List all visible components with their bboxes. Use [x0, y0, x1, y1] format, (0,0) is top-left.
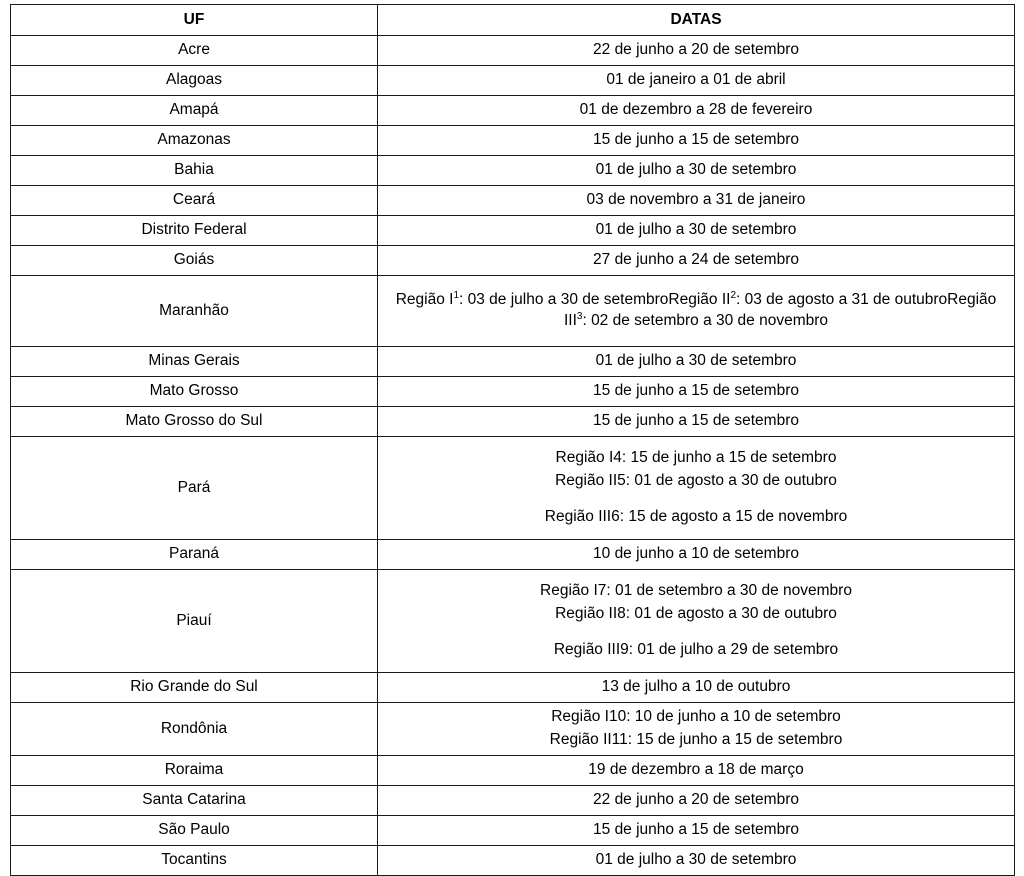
cell-uf: Mato Grosso do Sul — [11, 407, 378, 437]
cell-datas-lines — [384, 706, 1008, 751]
table-row — [11, 246, 1015, 276]
table-row — [11, 816, 1015, 846]
cell-uf: Rondônia — [11, 703, 378, 756]
cell-uf: Ceará — [11, 186, 378, 216]
cell-datas-line: Região II8: 01 de agosto a 30 de outubro — [555, 604, 837, 622]
cell-datas-line: Região I10: 10 de junho a 10 de setembro — [551, 708, 841, 726]
table-row — [11, 407, 1015, 437]
cell-datas — [378, 703, 1015, 756]
cell-datas: 27 de junho a 24 de setembro — [378, 246, 1015, 276]
cell-uf: Goiás — [11, 246, 378, 276]
cell-uf: Santa Catarina — [11, 786, 378, 816]
cell-uf: Alagoas — [11, 66, 378, 96]
table-row — [11, 66, 1015, 96]
cell-uf: Maranhão — [11, 276, 378, 347]
cell-datas: 22 de junho a 20 de setembro — [378, 786, 1015, 816]
cell-datas: 15 de junho a 15 de setembro — [378, 816, 1015, 846]
cell-datas: 15 de junho a 15 de setembro — [378, 126, 1015, 156]
cell-datas — [378, 570, 1015, 673]
cell-datas-lines — [384, 580, 1008, 662]
cell-datas: Região $I^1$: 03 de julho a 30 de setembroRegião $II^2$: 03 de agosto a 31 de outubroRegião III$^3$: 02 de setembro a 30 de novembro — [378, 276, 1015, 347]
table-row — [11, 156, 1015, 186]
cell-uf: Amazonas — [11, 126, 378, 156]
cell-datas: 01 de julho a 30 de setembro — [378, 156, 1015, 186]
cell-datas: 01 de julho a 30 de setembro — [378, 216, 1015, 246]
cell-uf: São Paulo — [11, 816, 378, 846]
cell-uf: Minas Gerais — [11, 347, 378, 377]
cell-datas: 19 de dezembro a 18 de março — [378, 756, 1015, 786]
cell-datas: 15 de junho a 15 de setembro — [378, 407, 1015, 437]
cell-uf: Mato Grosso — [11, 377, 378, 407]
cell-datas — [378, 437, 1015, 540]
table-row — [11, 703, 1015, 756]
column-header-datas: DATAS — [378, 5, 1015, 36]
table-row — [11, 673, 1015, 703]
table-row — [11, 36, 1015, 66]
cell-datas: 01 de julho a 30 de setembro — [378, 846, 1015, 876]
cell-datas: 13 de julho a 10 de outubro — [378, 673, 1015, 703]
cell-datas: 22 de junho a 20 de setembro — [378, 36, 1015, 66]
table-header — [11, 5, 1015, 36]
cell-uf: Tocantins — [11, 846, 378, 876]
cell-datas-line: Região I7: 01 de setembro a 30 de novembro — [540, 582, 852, 600]
table-row — [11, 126, 1015, 156]
table-row — [11, 540, 1015, 570]
cell-uf: Distrito Federal — [11, 216, 378, 246]
cell-uf: Roraima — [11, 756, 378, 786]
cell-datas-line: Região II5: 01 de agosto a 30 de outubro — [555, 471, 837, 489]
table-row — [11, 846, 1015, 876]
cell-datas-line: Região III6: 15 de agosto a 15 de novembro — [544, 508, 848, 526]
cell-datas: 15 de junho a 15 de setembro — [378, 377, 1015, 407]
cell-datas-line: Região I4: 15 de junho a 15 de setembro — [555, 449, 837, 467]
table-row — [11, 786, 1015, 816]
cell-datas: 03 de novembro a 31 de janeiro — [378, 186, 1015, 216]
table-row — [11, 756, 1015, 786]
table-row — [11, 437, 1015, 540]
uf-datas-table — [10, 4, 1015, 876]
table-row — [11, 96, 1015, 126]
cell-uf: Pará — [11, 437, 378, 540]
cell-uf: Rio Grande do Sul — [11, 673, 378, 703]
cell-datas: 01 de julho a 30 de setembro — [378, 347, 1015, 377]
cell-datas: 10 de junho a 10 de setembro — [378, 540, 1015, 570]
table-row — [11, 216, 1015, 246]
table-row — [11, 347, 1015, 377]
table-header-row — [11, 5, 1015, 36]
cell-datas-line: Região II11: 15 de junho a 15 de setembro — [549, 731, 843, 748]
cell-datas-lines — [384, 447, 1008, 529]
table-body — [11, 36, 1015, 876]
cell-datas-line: Região III9: 01 de julho a 29 de setembro — [553, 641, 839, 659]
table-row — [11, 276, 1015, 347]
table-row — [11, 377, 1015, 407]
cell-uf: Piauí — [11, 570, 378, 673]
table-row — [11, 186, 1015, 216]
column-header-uf: UF — [11, 5, 378, 36]
cell-datas: 01 de janeiro a 01 de abril — [378, 66, 1015, 96]
table-row — [11, 570, 1015, 673]
cell-uf: Amapá — [11, 96, 378, 126]
cell-uf: Bahia — [11, 156, 378, 186]
cell-uf: Paraná — [11, 540, 378, 570]
cell-datas: 01 de dezembro a 28 de fevereiro — [378, 96, 1015, 126]
cell-uf: Acre — [11, 36, 378, 66]
